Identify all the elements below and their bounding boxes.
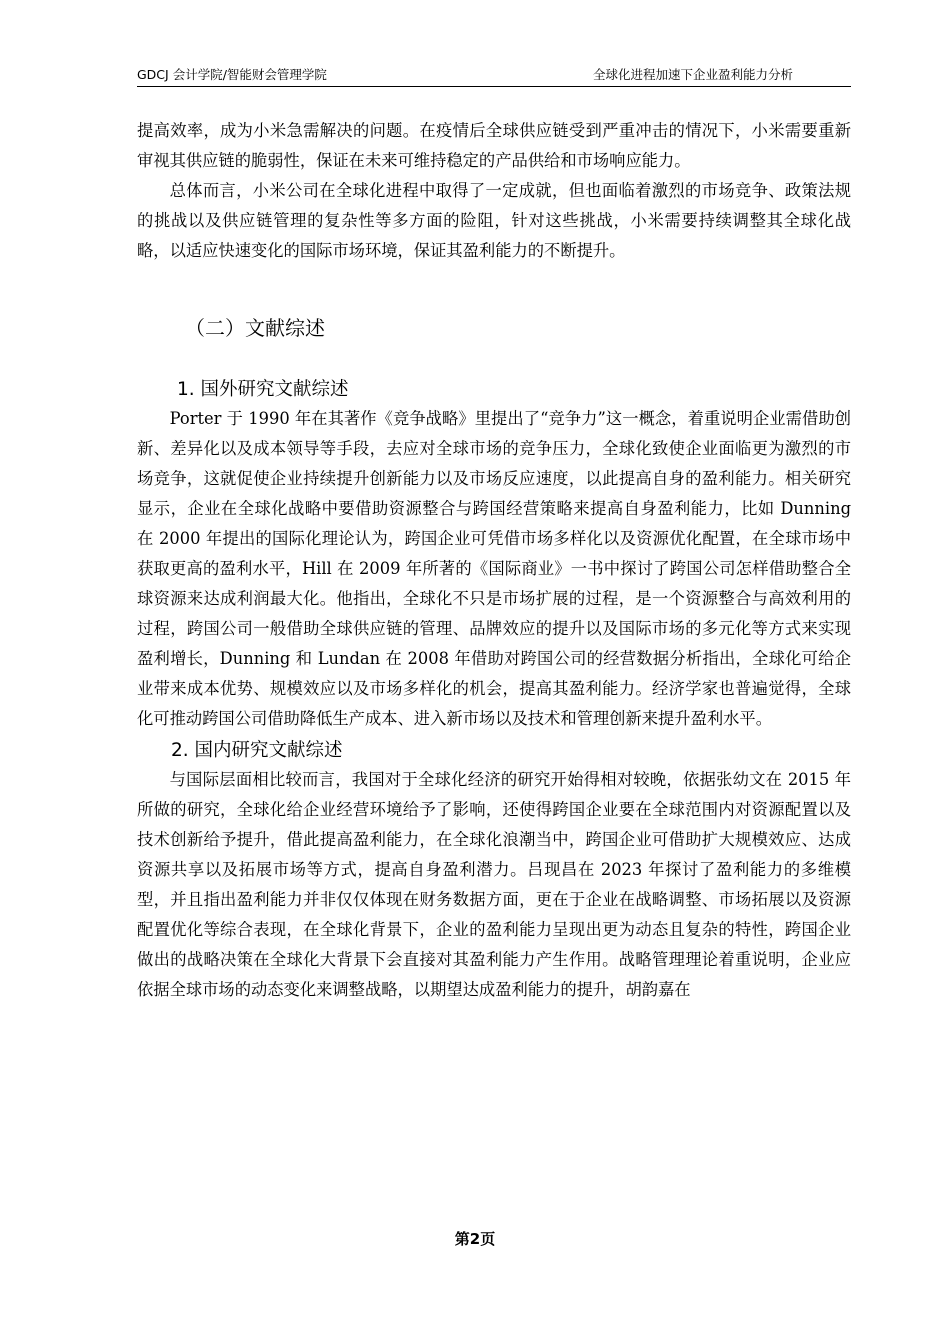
paragraph-foreign-literature: Porter 于 1990 年在其著作《竞争战略》里提出了“竞争力”这一概念，着重说明企业需借助创新、差异化以及成本领导等手段，去应对全球市场的竞争压力，全球化致使企业面临更为激烈的市场竞争，这就促使企业持续提升创新能力以及市场反应速度，以此提高自身的盈利能力。相关研究显示，企业在全球化战略中要借助资源整合与跨国经营策略来提高自身盈利能力，比如 Dunning 在 2000 年提出的国际化理论认为，跨国企业可凭借市场多样化以及资源优化配置，在全球市场中获取更高的盈利水平，Hill 在 2009 年所著的《国际商业》一书中探讨了跨国公司怎样借助整合全球资源来达成利润最大化。他指出，全球化不只是市场扩展的过程，是一个资源整合与高效利用的过程，跨国公司一般借助全球供应链的管理、品牌效应的提升以及国际市场的多元化等方式来实现盈利增长，Dunning 和 Lundan 在 2008 年借助对跨国公司的经营数据分析指出，全球化可给企业带来成本优势、规模效应以及市场多样化的机会，提高其盈利能力。经济学家也普遍觉得，全球化可推动跨国公司借助降低生产成本、进入新市场以及技术和管理创新来提升盈利水平。 xyxy=(137,409,851,728)
subsection-heading-foreign: 1. 国外研究文献综述 xyxy=(177,379,349,400)
header-institution: GDCJ 会计学院/智能财会管理学院 xyxy=(137,67,327,82)
page-header xyxy=(137,64,851,87)
page-body xyxy=(137,116,851,1005)
paragraph-summary: 总体而言，小米公司在全球化进程中取得了一定成就，但也面临着激烈的市场竞争、政策法规的挑战以及供应链管理的复杂性等多方面的险阻，针对这些挑战，小米需要持续调整其全球化战略，以适应快速变化的国际市场环境，保证其盈利能力的不断提升。 xyxy=(137,181,851,260)
header-document-title: 全球化进程加速下企业盈利能力分析 xyxy=(592,67,793,82)
subsection-heading-domestic: 2. 国内研究文献综述 xyxy=(171,740,343,761)
paragraph-domestic-literature: 与国际层面相比较而言，我国对于全球化经济的研究开始得相对较晚，依据张幼文在 2015 年所做的研究，全球化给企业经营环境给予了影响，还使得跨国企业要在全球范围内对资源配置以及技术创新给予提升，借此提高盈利能力，在全球化浪潮当中，跨国企业可借助扩大规模效应、达成资源共享以及拓展市场等方式，提高自身盈利潜力。吕现昌在 2023 年探讨了盈利能力的多维模型，并且指出盈利能力并非仅仅体现在财务数据方面，更在于企业在战略调整、市场拓展以及资源配置优化等综合表现，在全球化背景下，企业的盈利能力呈现出更为动态且复杂的特性，跨国企业做出的战略决策在全球化大背景下会直接对其盈利能力产生作用。战略管理理论着重说明，企业应依据全球市场的动态变化来调整战略，以期望达成盈利能力的提升，胡韵嘉在 xyxy=(137,770,851,999)
section-heading: （二）文献综述 xyxy=(185,316,325,340)
paragraph-continued: 提高效率，成为小米急需解决的问题。在疫情后全球供应链受到严重冲击的情况下，小米需要重新审视其供应链的脆弱性，保证在未来可维持稳定的产品供给和市场响应能力。 xyxy=(137,121,851,170)
page-number: 第2页 xyxy=(454,1230,496,1248)
